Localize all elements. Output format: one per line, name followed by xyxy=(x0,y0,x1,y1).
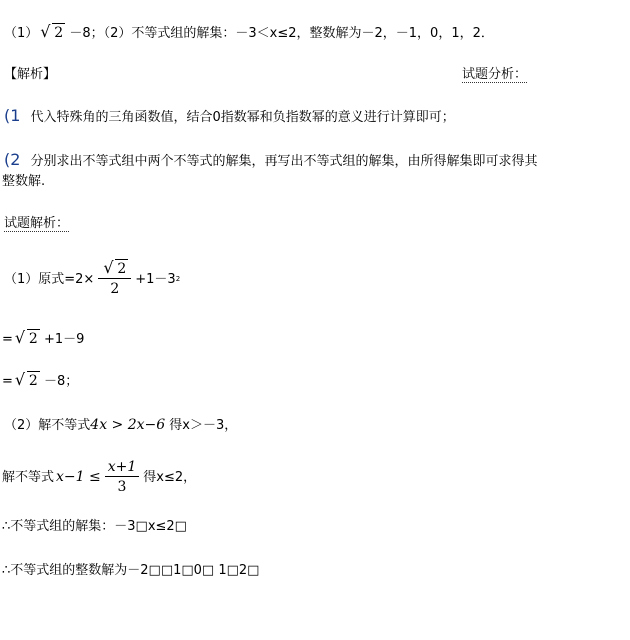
exponent: 2 xyxy=(175,274,181,283)
step-text: ∴不等式组的整数解为－2□□1□0□ 1□2□ xyxy=(2,563,260,578)
paren-open: ( xyxy=(4,150,11,169)
analysis-label-text: 【解析】 xyxy=(4,67,57,82)
fraction-numerator: x+1 xyxy=(105,460,140,477)
solution-step-1 xyxy=(4,258,181,297)
inequality: 4x > 2x−6 xyxy=(90,417,166,433)
paren-open: ( xyxy=(4,106,11,125)
analysis-item-2-cont xyxy=(2,175,45,188)
solution-header xyxy=(4,217,69,230)
solution-step-4 xyxy=(4,418,237,432)
answer-line xyxy=(4,22,494,41)
fraction xyxy=(105,460,140,494)
answer-text: －8；（2）不等式组的解集：－3＜x≤2，整数解为－2，－1，0，1，2． xyxy=(65,26,494,41)
sqrt-2: √ 2 xyxy=(14,370,38,389)
step-text: +1－9 xyxy=(39,332,85,347)
item-number: 2 xyxy=(10,150,21,169)
sqrt-2: √ 2 xyxy=(103,258,127,277)
inequality: x−1 ≤ xyxy=(56,469,101,485)
fraction-denominator: 3 xyxy=(117,479,127,495)
analysis-right-label xyxy=(462,68,527,81)
step-text: －8； xyxy=(39,374,79,389)
sqrt-2: √ 2 xyxy=(14,328,38,347)
step-text: （1）原式=2× xyxy=(4,271,95,287)
step-text: +1－3 xyxy=(135,271,176,287)
solution-step-2 xyxy=(2,328,85,347)
item-text: 分别求出不等式组中两个不等式的解集，再写出不等式组的解集，由所得解集即可求得其 xyxy=(30,154,538,169)
solution-step-3 xyxy=(2,370,79,389)
solution-step-6 xyxy=(2,520,187,533)
step-text: = xyxy=(2,332,13,347)
sqrt-2: √ 2 xyxy=(40,22,64,41)
step-text: ∴不等式组的解集：－3□x≤2□ xyxy=(2,519,187,534)
item-text: 代入特殊角的三角函数值，结合0指数幂和负指数幂的意义进行计算即可； xyxy=(30,110,455,125)
fraction-denominator: 2 xyxy=(110,281,120,297)
step-text: 解不等式 xyxy=(2,469,55,485)
solution-step-7 xyxy=(2,564,259,577)
step-text: 得x≤2， xyxy=(143,469,197,485)
question-analysis-label: 试题分析： xyxy=(462,67,528,82)
item-text-cont: 整数解. xyxy=(2,174,46,189)
solution-header-text: 试题解析： xyxy=(4,216,70,231)
step-text: （2）解不等式 xyxy=(4,418,91,433)
fraction xyxy=(98,258,131,297)
analysis-item-2 xyxy=(4,152,537,168)
analysis-label xyxy=(4,68,56,81)
step-text: = xyxy=(2,374,13,389)
solution-step-5 xyxy=(2,460,196,494)
analysis-item-1 xyxy=(4,108,455,124)
answer-prefix: （1） xyxy=(4,26,39,41)
item-number: 1 xyxy=(10,106,21,125)
step-text: 得x＞－3， xyxy=(165,418,238,433)
